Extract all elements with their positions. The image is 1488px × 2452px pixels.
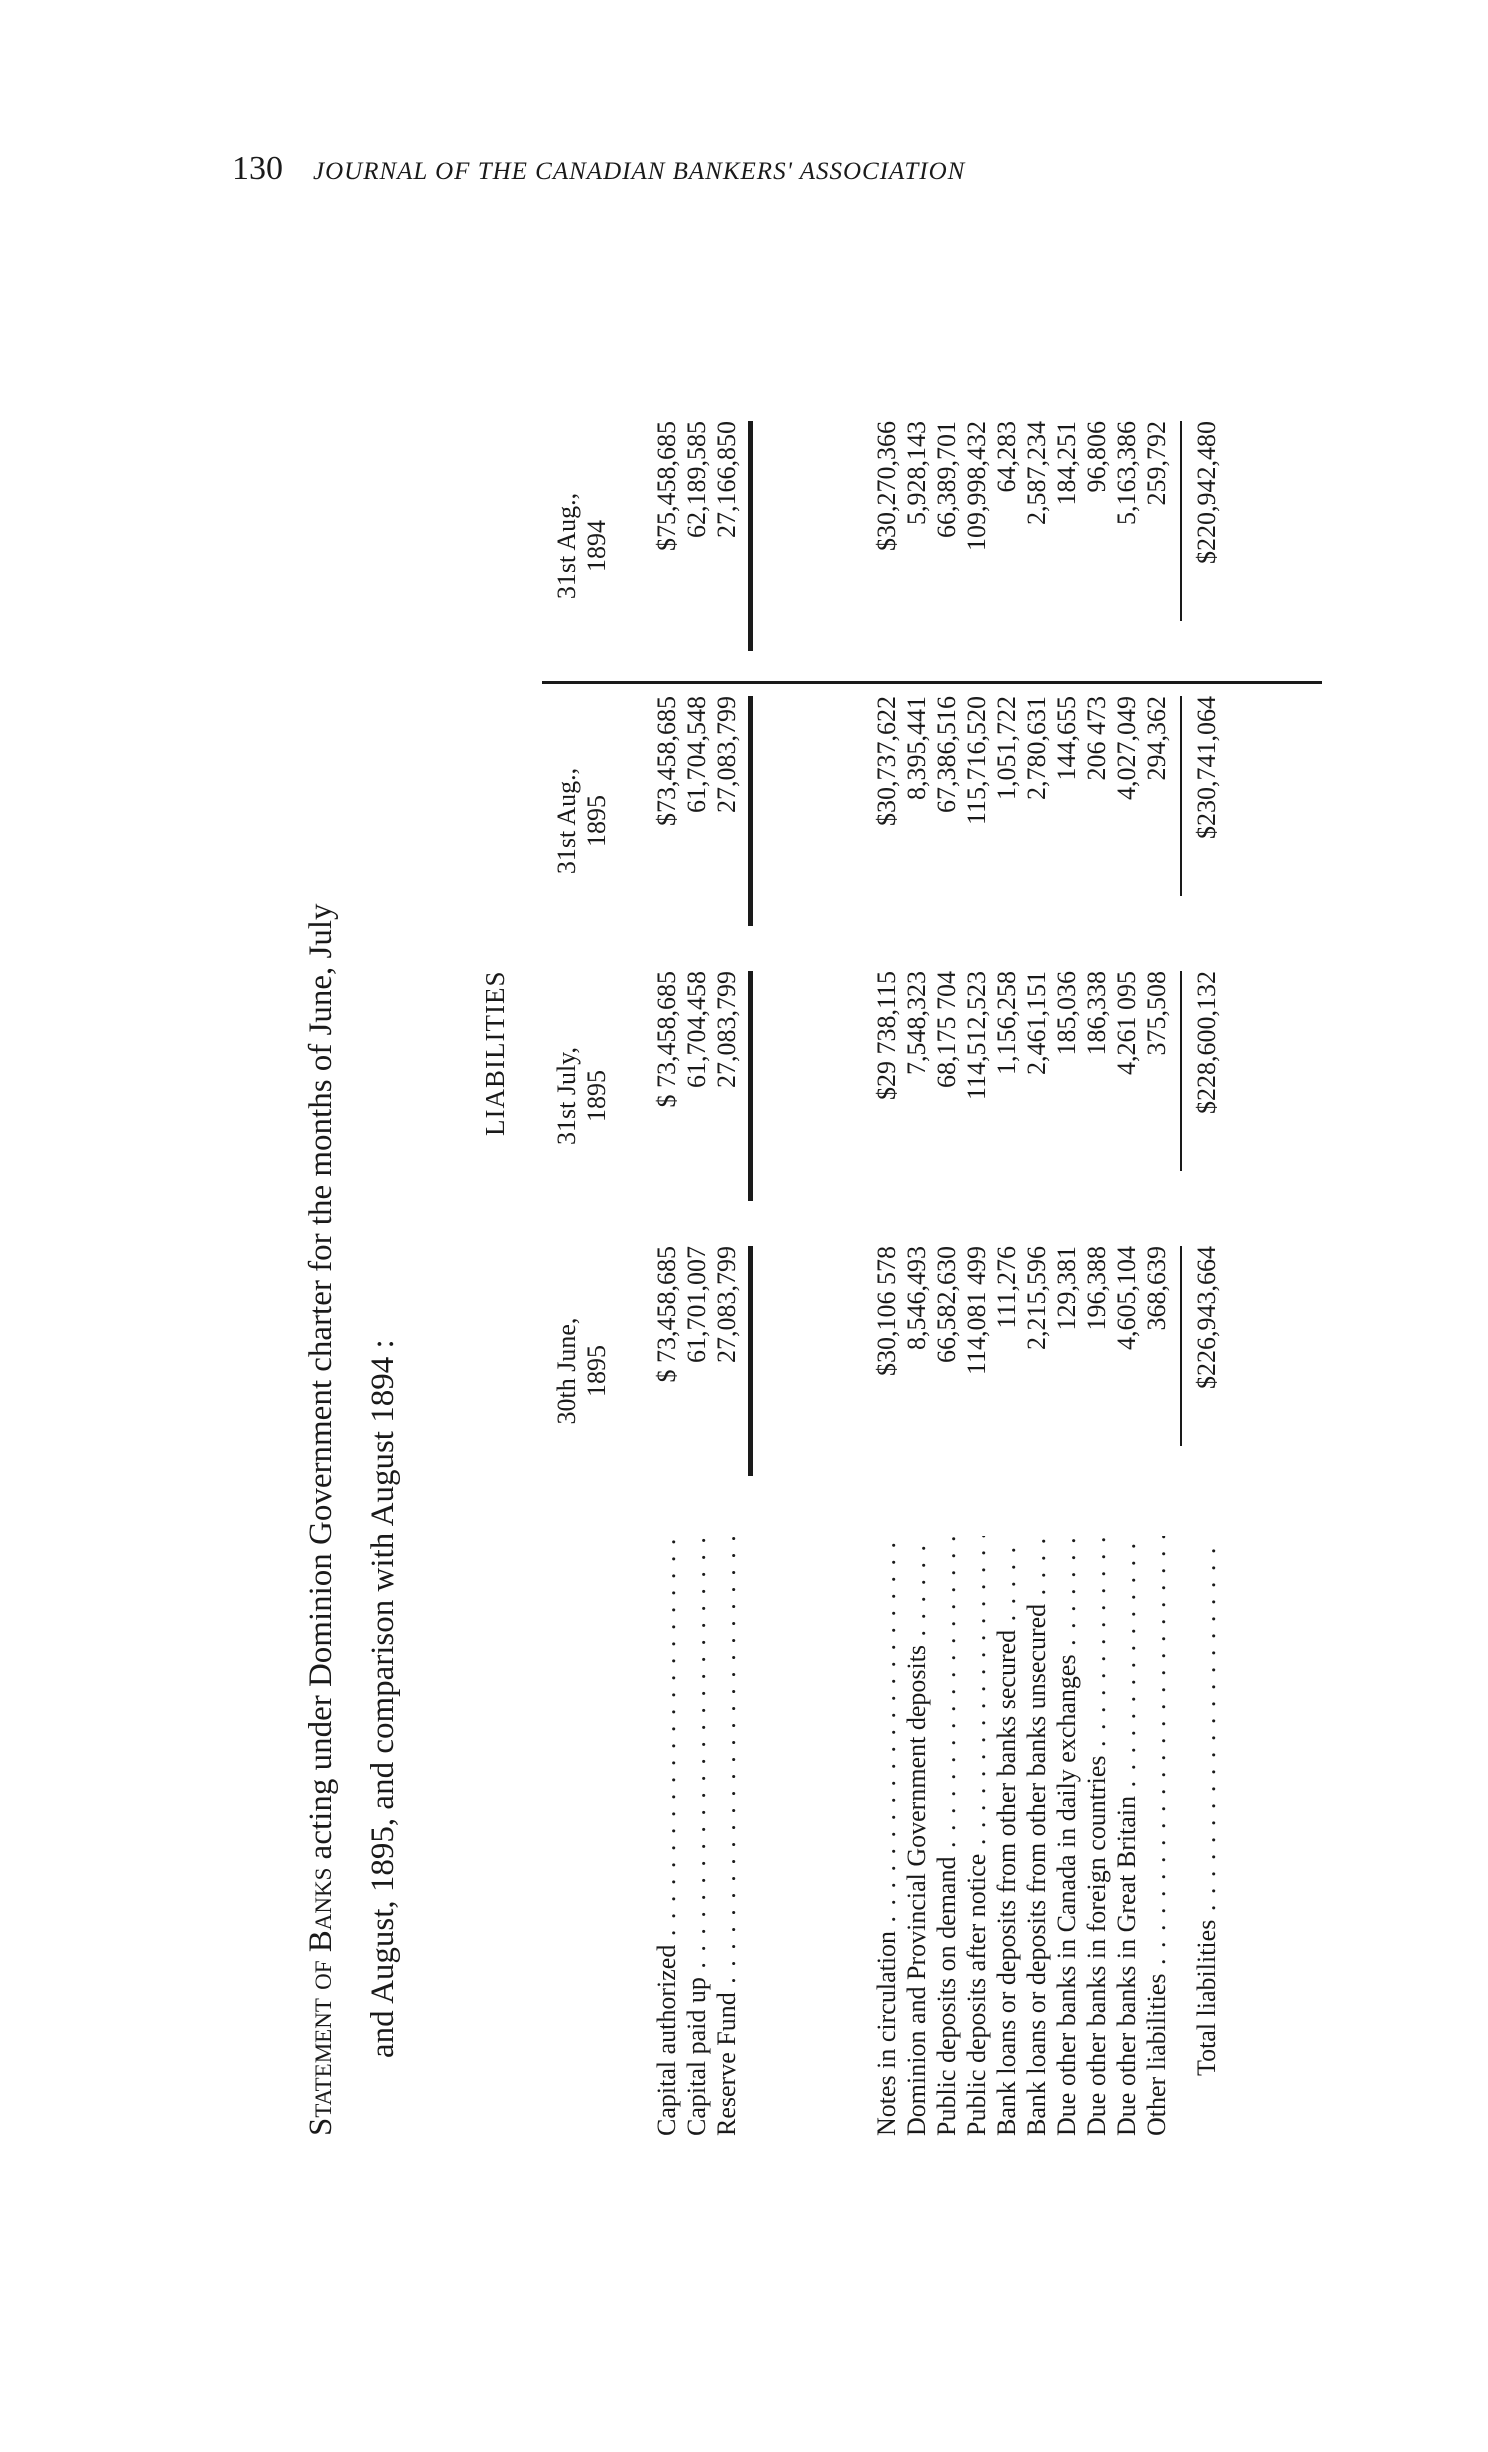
- column-header-line2: 1894: [582, 520, 611, 572]
- cell-value: 61,701,007: [682, 1246, 711, 1363]
- cell-value: 368,639: [1142, 1246, 1171, 1331]
- cell-value: 64,283: [992, 421, 1021, 493]
- row-label: Notes in circulation . . .: [872, 1536, 902, 2136]
- column-header-june-1895: [552, 1246, 642, 1496]
- cell-value: 259,792: [1142, 421, 1171, 506]
- cell-value: 5,928,143: [902, 421, 931, 525]
- row-label: Public deposits after notice . . .: [962, 1536, 992, 2136]
- cell-value: 66,389,701: [932, 421, 961, 538]
- column-header-line1: 31st Aug.,: [552, 767, 581, 875]
- row-label: Bank loans or deposits from other banks secured . . .: [992, 1536, 1022, 2136]
- row-label: Bank loans or deposits from other banks unsecured . . .: [1022, 1536, 1052, 2136]
- journal-title: JOURNAL OF THE CANADIAN BANKERS' ASSOCIATION: [313, 158, 966, 185]
- table-row: [1082, 216, 1112, 2136]
- cell-value: 62,189,585: [682, 421, 711, 538]
- cell-value: 4,027,049: [1112, 696, 1141, 800]
- cell-value: 27,166,850: [712, 421, 741, 538]
- cell-value: 375,508: [1142, 971, 1171, 1056]
- table-row: [872, 216, 902, 2136]
- table-row: [962, 216, 992, 2136]
- title-word-of: of: [303, 1960, 339, 1990]
- title-word-statement: Statement: [303, 1998, 339, 2136]
- cell-value: $ 73,458,685: [652, 971, 681, 1108]
- cell-value: 109,998,432: [962, 421, 991, 551]
- table-row: [902, 216, 932, 2136]
- cell-value: 68,175 704: [932, 971, 961, 1088]
- total-rule: [1180, 421, 1182, 621]
- cell-value: 115,716,520: [962, 696, 991, 826]
- table-row: [932, 216, 962, 2136]
- cell-value: 27,083,799: [712, 971, 741, 1088]
- cell-value: $75,458,685: [652, 421, 681, 551]
- column-header-july-1895: [552, 971, 642, 1221]
- cell-value: 206 473: [1082, 696, 1111, 781]
- cell-value: 96,806: [1082, 421, 1111, 493]
- rotated-statement: [290, 216, 1250, 2136]
- title-line1-rest: acting under Dominion Government charter for the months of June, July: [303, 903, 339, 1860]
- cell-value: 196,388: [1082, 1246, 1111, 1331]
- row-label: Capital paid up . . .: [682, 1536, 712, 2136]
- cell-value: 67,386,516: [932, 696, 961, 813]
- total-value: $230,741,064: [1192, 696, 1221, 839]
- row-label: Capital authorized . . .: [652, 1536, 682, 2136]
- column-header-aug-1895: [552, 696, 642, 946]
- total-value: $228,600,132: [1192, 971, 1221, 1114]
- table-row: [1112, 216, 1142, 2136]
- section-rule: [748, 971, 753, 1201]
- cell-value: $ 73,458,685: [652, 1246, 681, 1383]
- total-value: $220,942,480: [1192, 421, 1221, 564]
- column-header-line1: 31st July,: [552, 1047, 581, 1145]
- row-label: Other liabilities . . .: [1142, 1536, 1172, 2136]
- cell-value: 1,156,258: [992, 971, 1021, 1075]
- row-label: Due other banks in Canada in daily exchanges . . .: [1052, 1536, 1082, 2136]
- cell-value: $30,737,622: [872, 696, 901, 826]
- row-label: Dominion and Provincial Government deposits . . .: [902, 1536, 932, 2136]
- column-header-line1: 30th June,: [552, 1317, 581, 1425]
- title-line2: and August, 1895, and comparison with August 1894 :: [365, 1339, 401, 2058]
- cell-value: 144,655: [1052, 696, 1081, 781]
- cell-value: 2,780,631: [1022, 696, 1051, 800]
- total-row: [1192, 216, 1222, 2136]
- cell-value: 61,704,548: [682, 696, 711, 813]
- total-label: Total liabilities . . .: [1192, 1536, 1222, 2136]
- table-row: [652, 216, 682, 2136]
- table-row: [992, 216, 1022, 2136]
- cell-value: 111,276: [992, 1246, 1021, 1329]
- cell-value: $73,458,685: [652, 696, 681, 826]
- cell-value: 184,251: [1052, 421, 1081, 506]
- title-word-banks: Banks: [303, 1867, 339, 1953]
- total-rule: [1180, 971, 1182, 1171]
- cell-value: 27,083,799: [712, 696, 741, 813]
- cell-value: 5,163,386: [1112, 421, 1141, 525]
- cell-value: 8,395,441: [902, 696, 931, 800]
- total-rule: [1180, 1246, 1182, 1446]
- cell-value: $30,106 578: [872, 1246, 901, 1376]
- page-number: 130: [232, 150, 283, 187]
- row-label: Due other banks in Great Britain . . .: [1112, 1536, 1142, 2136]
- cell-value: 294,362: [1142, 696, 1171, 781]
- cell-value: 1,051,722: [992, 696, 1021, 800]
- column-header-line1: 31st Aug.,: [552, 492, 581, 600]
- cell-value: 61,704,458: [682, 971, 711, 1088]
- cell-value: 8,546,493: [902, 1246, 931, 1350]
- cell-value: $29 738,115: [872, 971, 901, 1101]
- column-header-aug-1894: [552, 421, 642, 671]
- cell-value: 186,338: [1082, 971, 1111, 1056]
- table-row: [712, 216, 742, 2136]
- cell-value: 114,512,523: [962, 971, 991, 1101]
- cell-value: 2,215,596: [1022, 1246, 1051, 1350]
- section-rule: [748, 421, 753, 651]
- statement-title: [290, 216, 414, 2136]
- table-row: [1142, 216, 1172, 2136]
- table-row: [682, 216, 712, 2136]
- row-label: Due other banks in foreign countries . . .: [1082, 1536, 1112, 2136]
- table-row: [1022, 216, 1052, 2136]
- cell-value: 129,381: [1052, 1246, 1081, 1331]
- row-label: Reserve Fund . . .: [712, 1536, 742, 2136]
- cell-value: 66,582,630: [932, 1246, 961, 1363]
- cell-value: 185,036: [1052, 971, 1081, 1056]
- cell-value: $30,270,366: [872, 421, 901, 551]
- cell-value: 7,548,323: [902, 971, 931, 1075]
- section-label: LIABILITIES: [480, 970, 510, 1136]
- cell-value: 2,461,151: [1022, 971, 1051, 1075]
- total-value: $226,943,664: [1192, 1246, 1221, 1389]
- section-rule: [748, 1246, 753, 1476]
- column-header-line2: 1895: [582, 1345, 611, 1397]
- column-header-line2: 1895: [582, 795, 611, 847]
- running-head: [232, 150, 1302, 190]
- table-row: [1052, 216, 1082, 2136]
- cell-value: 27,083,799: [712, 1246, 741, 1363]
- cell-value: 114,081 499: [962, 1246, 991, 1376]
- section-rule: [748, 696, 753, 926]
- cell-value: 2,587,234: [1022, 421, 1051, 525]
- total-rule: [1180, 696, 1182, 896]
- row-label: Public deposits on demand . . .: [932, 1536, 962, 2136]
- cell-value: 4,261 095: [1112, 971, 1141, 1075]
- column-header-line2: 1895: [582, 1070, 611, 1122]
- cell-value: 4,605,104: [1112, 1246, 1141, 1350]
